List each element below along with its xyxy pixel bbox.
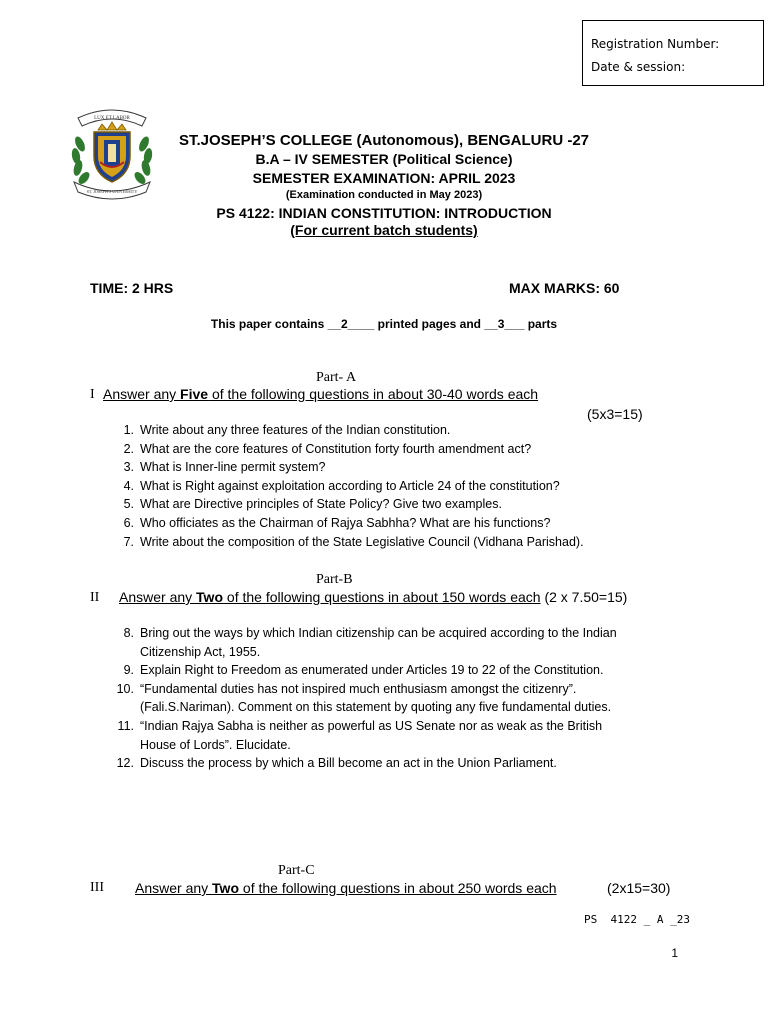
program-title: B.A – IV SEMESTER (Political Science) — [255, 151, 513, 167]
college-name: ST.JOSEPH’S COLLEGE (Autonomous), BENGALURU -27 — [178, 132, 590, 149]
list-item: 9. Explain Right to Freedom as enumerated under Articles 19 to 22 of the Constitution. — [123, 663, 604, 678]
part-c-roman: III — [90, 880, 104, 895]
list-item: 3. What is Inner-line permit system? — [123, 460, 326, 475]
part-a-title: Part- A — [316, 370, 357, 385]
list-item: 1. Write about any three features of the Indian constitution. — [123, 423, 451, 437]
paper-code-footer: PS 4122 _ A _23 — [584, 913, 690, 926]
paper-contains-note: This paper contains __2____ printed pages and __3___ parts — [210, 317, 558, 331]
list-item: 8. Bring out the ways by which Indian citizenship can be acquired according to the Indian Citizenship Act, 1955. — [123, 626, 617, 659]
part-a-marks: (5x3=15) — [587, 406, 643, 422]
batch-note: (For current batch students) — [290, 222, 478, 238]
list-item: 5. What are Directive principles of State Policy? Give two examples. — [123, 497, 502, 512]
list-item: 4. What is Right against exploitation according to Article 24 of the constitution? — [123, 478, 560, 493]
exam-conducted-note: (Examination conducted in May 2023) — [285, 189, 483, 201]
page-number: 1 — [671, 946, 678, 960]
part-b-roman: II — [90, 590, 100, 605]
part-c-instruction: Answer any Two of the following questions in about 250 words each — [135, 880, 557, 896]
max-marks: MAX MARKS: 60 — [509, 280, 620, 296]
list-item: 2. What are the core features of Constitution forty fourth amendment act? — [123, 441, 532, 456]
svg-text:LUX ET LABOR: LUX ET LABOR — [94, 116, 130, 121]
part-b-question-list — [116, 624, 617, 773]
part-b-instruction: Answer any Two of the following questions in about 150 words each (2 x 7.50=15) — [119, 589, 628, 605]
part-b-marks: (2 x 7.50=15) — [544, 589, 628, 605]
list-item: 6. Who officiates as the Chairman of Rajya Sabhha? What are his functions? — [123, 515, 551, 530]
course-title: PS 4122: INDIAN CONSTITUTION: INTRODUCTION — [216, 205, 552, 221]
date-session-label: Date & session: — [591, 60, 686, 74]
exam-title: SEMESTER EXAMINATION: APRIL 2023 — [252, 170, 516, 186]
exam-time: TIME: 2 HRS — [90, 280, 174, 296]
part-a-instruction: Answer any Five of the following questions in about 30-40 words each — [103, 386, 539, 402]
list-item: 11. “Indian Rajya Sabha is neither as powerful as US Senate nor as weak as the British House of Lords”. Elucidate. — [117, 718, 603, 752]
svg-text:ST. JOSEPH'S UNIVERSITY: ST. JOSEPH'S UNIVERSITY — [86, 189, 138, 194]
part-a-roman: I — [90, 387, 95, 402]
part-b-title: Part-B — [316, 572, 353, 587]
registration-number-label: Registration Number: — [591, 37, 720, 51]
list-item: 12. Discuss the process by which a Bill become an act in the Union Parliament. — [116, 756, 557, 771]
part-c-title: Part-C — [278, 863, 315, 878]
registration-box — [582, 20, 764, 86]
part-c-marks: (2x15=30) — [607, 880, 671, 896]
part-a-question-list — [123, 421, 584, 551]
list-item: 7. Write about the composition of the State Legislative Council (Vidhana Parishad). — [123, 534, 584, 549]
list-item: 10. “Fundamental duties has not inspired much enthusiasm amongst the citizenry”. (Fali.S.Nariman). Comment on this statement by quoting any five fundamental duties. — [116, 681, 612, 715]
